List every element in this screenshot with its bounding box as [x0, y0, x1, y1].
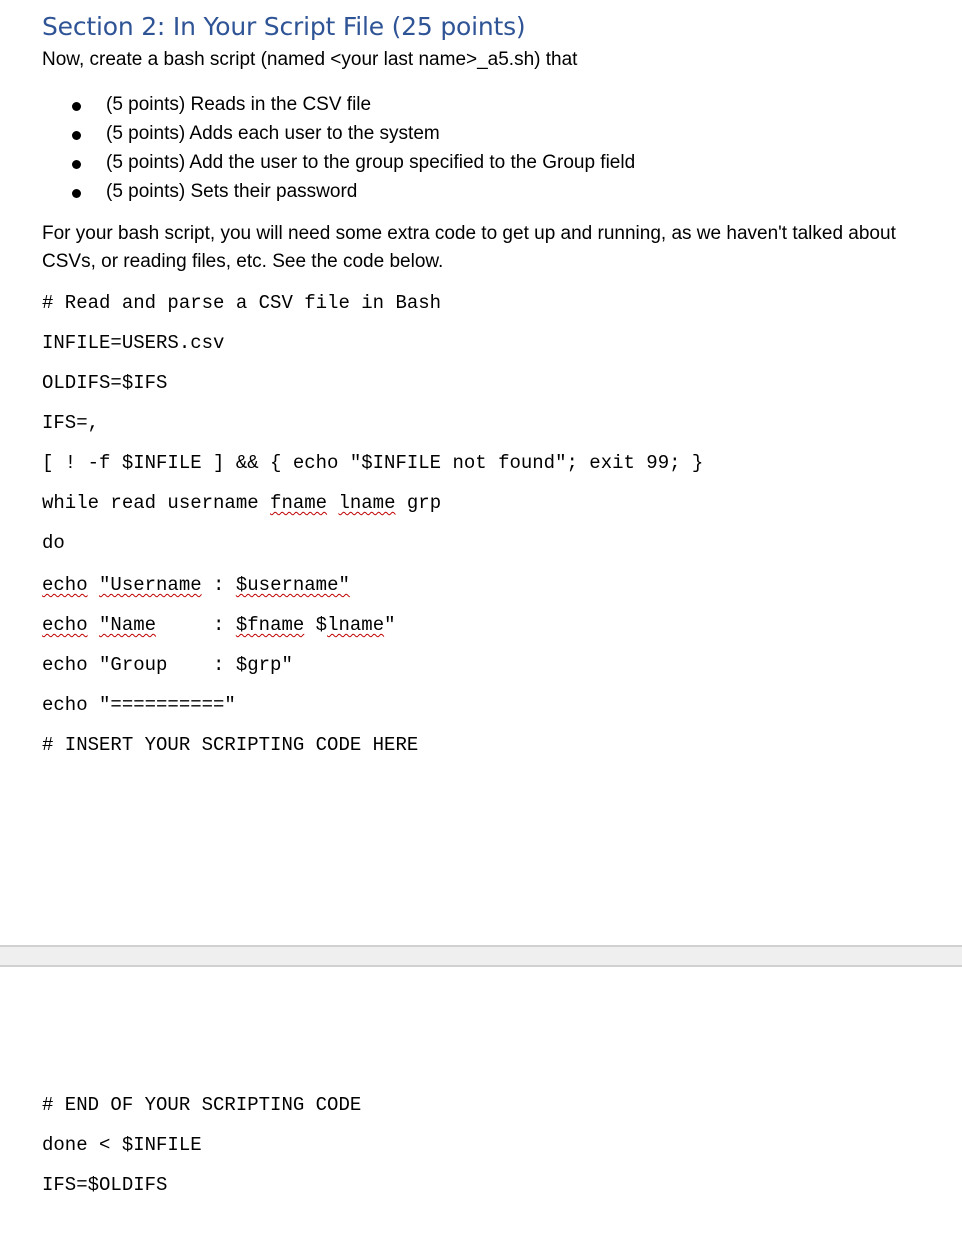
- section-heading: Section 2: In Your Script File (25 points): [42, 12, 526, 41]
- code-echo-username: echo "Username : $username": [42, 574, 350, 596]
- bullet-icon: [72, 102, 81, 111]
- code-insert-comment: # INSERT YOUR SCRIPTING CODE HERE: [42, 734, 419, 756]
- list-item: (5 points) Add the user to the group specified to the Group field: [42, 150, 635, 179]
- code-oldifs: OLDIFS=$IFS: [42, 372, 168, 394]
- code-done: done < $INFILE: [42, 1134, 202, 1156]
- code-echo-name: echo "Name : $fname $lname": [42, 614, 396, 636]
- code-comment-read: # Read and parse a CSV file in Bash: [42, 292, 442, 314]
- list-item: (5 points) Adds each user to the system: [42, 121, 635, 150]
- code-file-test: [ ! -f $INFILE ] && { echo "$INFILE not found"; exit 99; }: [42, 452, 704, 474]
- code-echo-group: echo "Group : $grp": [42, 654, 293, 676]
- code-while-read: while read username fname lname grp: [42, 492, 442, 514]
- requirements-list: [42, 92, 635, 208]
- bullet-icon: [72, 189, 81, 198]
- instructions-paragraph: For your bash script, you will need some extra code to get up and running, as we haven't talked about CSVs, or reading files, etc. See the code below.: [42, 223, 896, 272]
- list-item: (5 points) Reads in the CSV file: [42, 92, 635, 121]
- list-item: (5 points) Sets their password: [42, 179, 635, 208]
- code-end-comment: # END OF YOUR SCRIPTING CODE: [42, 1094, 362, 1116]
- code-do: do: [42, 532, 65, 554]
- code-restore-ifs: IFS=$OLDIFS: [42, 1174, 168, 1196]
- bullet-icon: [72, 131, 81, 140]
- code-echo-separator: echo "==========": [42, 694, 236, 716]
- bullet-icon: [72, 160, 81, 169]
- code-infile: INFILE=USERS.csv: [42, 332, 225, 354]
- page-break-gap: [0, 947, 962, 965]
- page-break-divider: [0, 965, 962, 967]
- code-ifs: IFS=,: [42, 412, 100, 434]
- intro-text: Now, create a bash script (named <your last name>_a5.sh) that: [42, 49, 578, 70]
